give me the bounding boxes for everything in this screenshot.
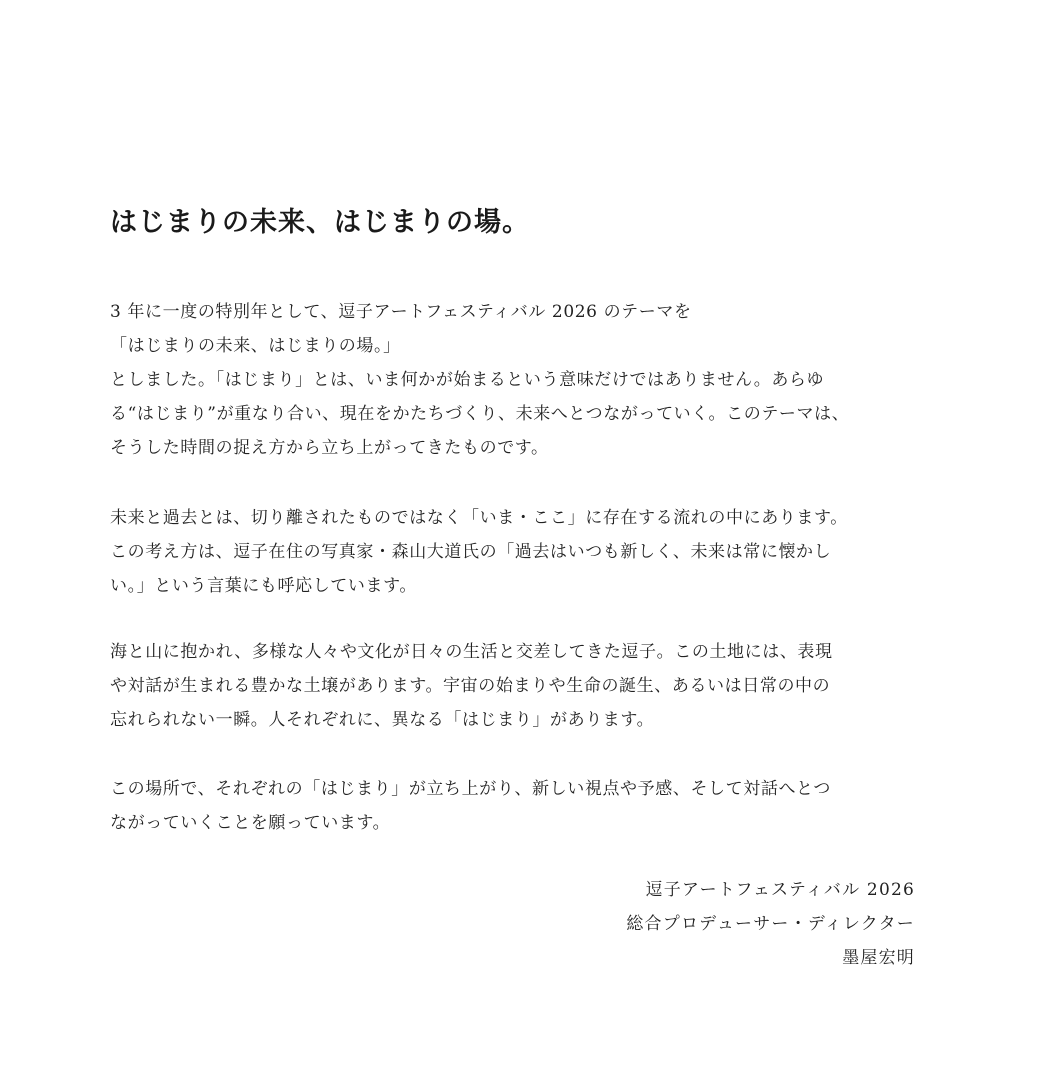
- paragraph-line: この場所で、それぞれの「はじまり」が立ち上がり、新しい視点や予感、そして対話へとつ: [110, 779, 831, 799]
- signature-name: 墨屋宏明: [842, 948, 915, 968]
- signature-organization: 逗子アートフェスティバル 2026: [645, 880, 915, 900]
- paragraph-line: る“はじまり”が重なり合い、現在をかたちづくり、未来へとつながっていく。このテーマは、: [110, 404, 850, 424]
- paragraph-line: 海と山に抱かれ、多様な人々や文化が日々の生活と交差してきた逗子。この土地には、表現: [110, 642, 833, 662]
- paragraph-3: [110, 635, 915, 737]
- paragraph-2: [110, 501, 915, 603]
- paragraph-line: ながっていくことを願っています。: [110, 813, 391, 833]
- signature-block: [626, 873, 915, 975]
- paragraph-line: や対話が生まれる豊かな土壌があります。宇宙の始まりや生命の誕生、あるいは日常の中の: [110, 676, 831, 696]
- paragraph-line: そうした時間の捉え方から立ち上がってきたものです。: [110, 438, 549, 458]
- signature-role: 総合プロデューサー・ディレクター: [626, 914, 915, 934]
- paragraph-line: 3 年に一度の特別年として、逗子アートフェスティバル 2026 のテーマを: [110, 302, 692, 322]
- paragraph-line: 「はじまりの未来、はじまりの場。」: [110, 336, 401, 356]
- paragraph-line: 忘れられない一瞬。人それぞれに、異なる「はじまり」があります。: [110, 710, 655, 730]
- paragraph-line: この考え方は、逗子在住の写真家・森山大道氏の「過去はいつも新しく、未来は常に懐かし: [110, 542, 832, 562]
- paragraph-line: い。」という言葉にも呼応しています。: [110, 576, 417, 596]
- paragraph-4: [110, 772, 915, 840]
- paragraph-line: としました。「はじまり」とは、いま何かが始まるという意味だけではありません。あらゆ: [110, 370, 825, 390]
- paragraph-line: 未来と過去とは、切り離されたものではなく「いま・ここ」に存在する流れの中にあります。: [110, 508, 848, 528]
- statement-title: はじまりの未来、はじまりの場。: [110, 207, 530, 238]
- paragraph-1: [110, 295, 915, 465]
